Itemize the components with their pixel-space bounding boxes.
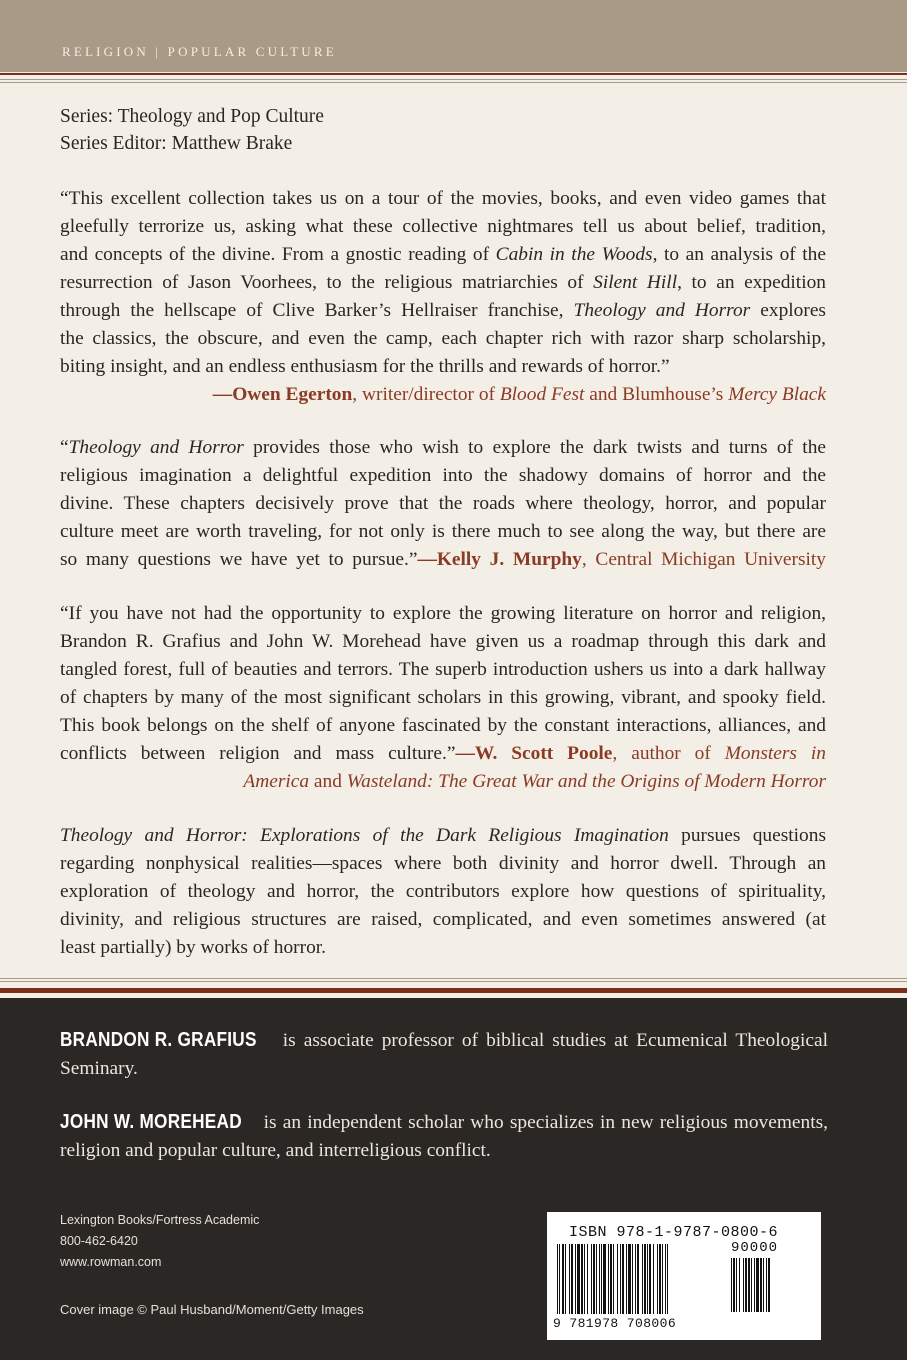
barcode-bar bbox=[751, 1258, 752, 1312]
barcode bbox=[547, 1212, 821, 1340]
barcode-bar bbox=[596, 1244, 597, 1314]
barcode-bar bbox=[739, 1258, 740, 1312]
barcode-bar bbox=[662, 1244, 663, 1314]
blurb-attribution: —Owen Egerton, writer/director of Blood Fest and Blumhouse’s Mercy Black bbox=[212, 384, 826, 405]
barcode-bar bbox=[743, 1258, 744, 1312]
barcode-bar bbox=[569, 1244, 570, 1314]
series-info bbox=[60, 103, 324, 157]
bio-grafius: BRANDON R. GRAFIUS is associate professor of biblical studies at Ecumenical Theological Seminary. bbox=[60, 1026, 828, 1083]
series-editor: Series Editor: Matthew Brake bbox=[60, 133, 293, 154]
blurb-line: conflicts between religion and mass culture.”—W. Scott Poole, author of Monsters in bbox=[60, 743, 826, 764]
barcode-bar bbox=[637, 1244, 639, 1314]
description-line: Theology and Horror: Explorations of the Dark Religious Imagination pursues questions bbox=[60, 825, 826, 846]
barcode-bar bbox=[644, 1244, 646, 1314]
author-name: BRANDON R. GRAFIUS bbox=[60, 1029, 257, 1051]
series-title: Series: Theology and Pop Culture bbox=[60, 106, 324, 127]
blurb-line: Brandon R. Grafius and John W. Morehead have given us a roadmap through this dark and bbox=[60, 631, 826, 652]
barcode-bar bbox=[610, 1244, 612, 1314]
barcode-bar bbox=[665, 1244, 666, 1314]
barcode-bar bbox=[647, 1244, 648, 1314]
barcode-bar bbox=[620, 1244, 621, 1314]
barcode-bar bbox=[748, 1258, 750, 1312]
barcode-bar bbox=[562, 1244, 564, 1314]
barcode-bar bbox=[657, 1244, 658, 1314]
barcode-bar bbox=[599, 1244, 600, 1314]
top-rule-double-2 bbox=[0, 82, 907, 83]
blurb-line: the classics, the obscure, and even the camp, each chapter rich with razor sharp scholarship, bbox=[60, 328, 826, 349]
barcode-bar bbox=[575, 1244, 576, 1314]
bottom-rule-double-2 bbox=[0, 981, 907, 982]
barcode-bar bbox=[617, 1244, 618, 1314]
blurb-line: biting insight, and an endless enthusiasm for the thrills and rewards of horror.” bbox=[60, 356, 670, 377]
barcode-bar bbox=[577, 1244, 580, 1314]
barcode-bar bbox=[653, 1244, 654, 1314]
blurb-poole bbox=[60, 600, 826, 796]
barcode-bar bbox=[601, 1244, 602, 1314]
blurb-line: so many questions we have yet to pursue.”—Kelly J. Murphy, Central Michigan University bbox=[60, 549, 826, 570]
barcode-bar bbox=[649, 1244, 651, 1314]
author-name: JOHN W. MOREHEAD bbox=[60, 1111, 242, 1133]
barcode-bar bbox=[584, 1244, 585, 1314]
barcode-bar bbox=[754, 1258, 755, 1312]
description-line: divinity, and religious structures are raised, complicated, and even sometimes answered (at bbox=[60, 909, 826, 930]
bio-morehead: JOHN W. MOREHEAD is an independent scholar who specializes in new religious movements, religion and popular culture, and interreligious conflict. bbox=[60, 1108, 828, 1165]
ean-barcode bbox=[557, 1244, 729, 1320]
barcode-bar bbox=[587, 1244, 588, 1314]
blurb-line: through the hellscape of Clive Barker’s Hellraiser franchise, Theology and Horror explores bbox=[60, 300, 826, 321]
isbn-label: ISBN 978-1-9787-0800-6 bbox=[569, 1224, 779, 1241]
blurb-line: religious imagination a delightful expedition into the shadowy domains of horror and the bbox=[60, 465, 826, 486]
blurb-egerton bbox=[60, 185, 826, 409]
book-description bbox=[60, 822, 826, 962]
publisher-phone: 800-462-6420 bbox=[60, 1234, 138, 1248]
blurb-line: “This excellent collection takes us on a tour of the movies, books, and even video games that bbox=[60, 188, 826, 209]
barcode-bar bbox=[745, 1258, 747, 1312]
top-rule-double bbox=[0, 79, 907, 80]
barcode-bar bbox=[565, 1244, 566, 1314]
barcode-bar bbox=[632, 1244, 633, 1314]
barcode-bar bbox=[733, 1258, 735, 1312]
publisher-website: www.rowman.com bbox=[60, 1255, 162, 1269]
top-rule-thin bbox=[0, 73, 907, 75]
barcode-bar bbox=[591, 1244, 592, 1314]
barcode-bar bbox=[768, 1258, 770, 1312]
blurb-attribution: America and Wasteland: The Great War and the Origins of Modern Horror bbox=[243, 771, 826, 792]
blurb-line: and concepts of the divine. From a gnostic reading of Cabin in the Woods, to an analysis of the bbox=[60, 244, 826, 265]
barcode-bar bbox=[593, 1244, 595, 1314]
barcode-bar bbox=[659, 1244, 661, 1314]
barcode-bar bbox=[766, 1258, 767, 1312]
barcode-bar bbox=[667, 1244, 668, 1314]
blurb-murphy bbox=[60, 434, 826, 574]
barcode-bar bbox=[608, 1244, 609, 1314]
barcode-bar bbox=[626, 1244, 627, 1314]
barcode-bar bbox=[613, 1244, 614, 1314]
description-line: regarding nonphysical realities—spaces where both divinity and horror dwell. Through an bbox=[60, 853, 826, 874]
barcode-bar bbox=[557, 1244, 558, 1314]
blurb-line: tangled forest, full of beauties and terrors. The superb introduction ushers us into a dark hallway bbox=[60, 659, 826, 680]
bottom-rule-double bbox=[0, 978, 907, 979]
barcode-bar bbox=[760, 1258, 762, 1312]
blurb-line: This book belongs on the shelf of anyone fascinated by the constant interactions, alliances, and bbox=[60, 715, 826, 736]
description-line: exploration of theology and horror, the contributors explore how questions of spirituality, bbox=[60, 881, 826, 902]
barcode-bar bbox=[642, 1244, 643, 1314]
price-barcode bbox=[731, 1258, 817, 1314]
barcode-bar bbox=[559, 1244, 560, 1314]
barcode-bar bbox=[756, 1258, 759, 1312]
barcode-bar bbox=[635, 1244, 636, 1314]
blurb-line: “If you have not had the opportunity to explore the growing literature on horror and religion, bbox=[60, 603, 826, 624]
cover-credit: Cover image © Paul Husband/Moment/Getty Images bbox=[60, 1302, 364, 1317]
barcode-bar bbox=[628, 1244, 631, 1314]
top-band bbox=[0, 0, 907, 72]
blurb-line: “Theology and Horror provides those who wish to explore the dark twists and turns of the bbox=[60, 437, 826, 458]
price-code: 90000 bbox=[731, 1240, 779, 1256]
bottom-rule-thick bbox=[0, 988, 907, 993]
ean-digits: 9 781978 708006 bbox=[553, 1316, 677, 1331]
barcode-bar bbox=[736, 1258, 737, 1312]
barcode-bar bbox=[571, 1244, 573, 1314]
barcode-bar bbox=[731, 1258, 732, 1312]
blurb-line: culture meet are worth traveling, for not only is there much to see along the way, but there are bbox=[60, 521, 826, 542]
blurb-line: resurrection of Jason Voorhees, to the religious matriarchies of Silent Hill, to an expedition bbox=[60, 272, 826, 293]
description-line: least partially) by works of horror. bbox=[60, 937, 327, 958]
publisher-name: Lexington Books/Fortress Academic bbox=[60, 1213, 260, 1227]
category-label: RELIGION | POPULAR CULTURE bbox=[62, 44, 337, 59]
blurb-line: gleefully terrorize us, asking what these collective nightmares tell us about belief, tradition, bbox=[60, 216, 826, 237]
blurb-line: divine. These chapters decisively prove that the roads where theology, horror, and popular bbox=[60, 493, 826, 514]
publisher-info bbox=[60, 1210, 259, 1273]
barcode-bar bbox=[581, 1244, 583, 1314]
blurb-line: of chapters by many of the most significant scholars in this growing, vibrant, and spooky field. bbox=[60, 687, 826, 708]
barcode-bar bbox=[622, 1244, 624, 1314]
barcode-bar bbox=[603, 1244, 606, 1314]
barcode-bar bbox=[763, 1258, 764, 1312]
